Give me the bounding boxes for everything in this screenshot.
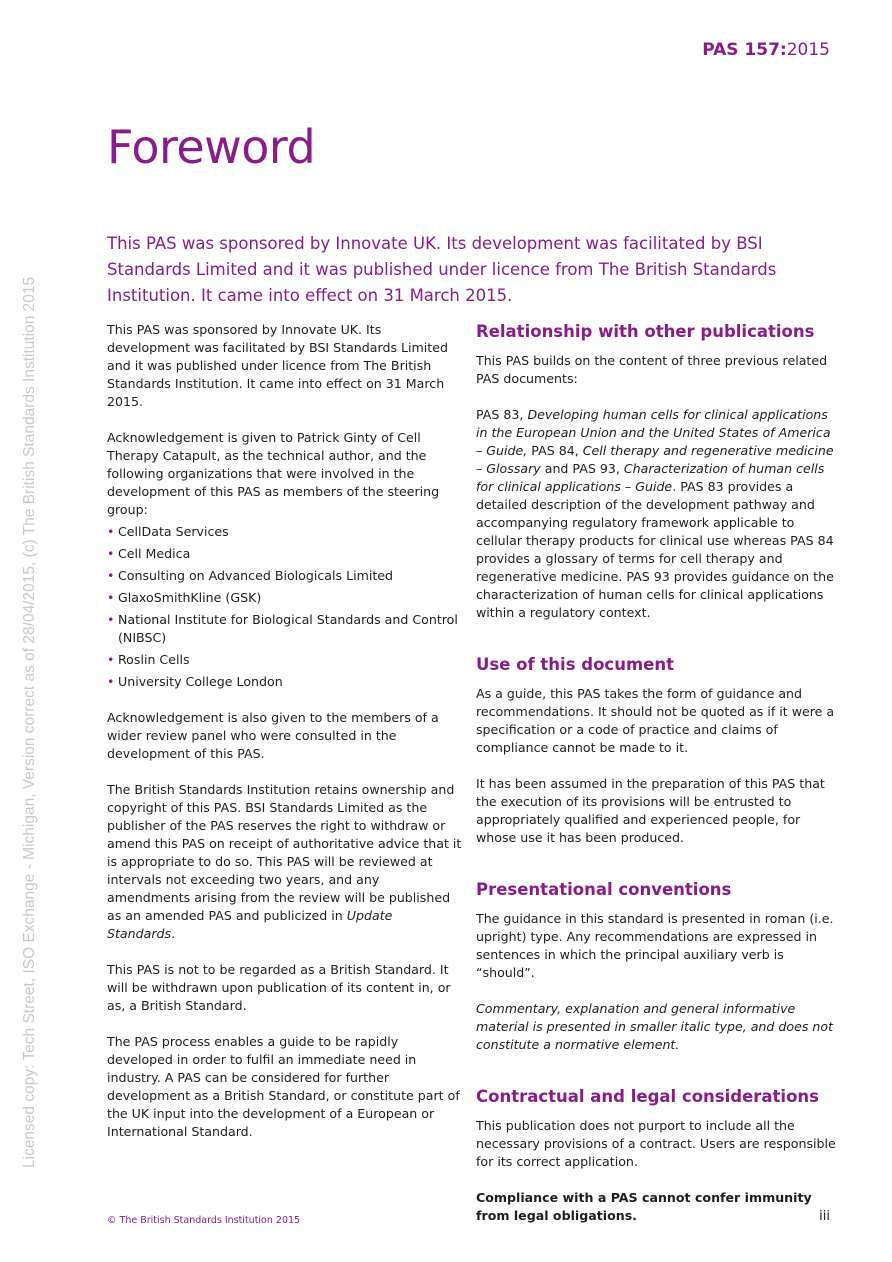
relationship-details: PAS 83, Developing human cells for clinical applications in the European Union and the United States of America – Guide, PAS 84, Cell therapy and regenerative medicine – Glossary and PAS 93, Characterization of human cells for clinical applications – Guide. PAS 83 provides a detailed description of the development pathway and accompanying regulatory framework applicable to cellular therapy products for clinical use whereas PAS 84 provides a glossary of terms for cell therapy and regenerative medicine. PAS 93 provides guidance on the characterization of human cells for clinical applications within a regulatory context.: [476, 407, 834, 620]
list-item: • GlaxoSmithKline (GSK): [107, 590, 262, 605]
contractual-paragraph-1: This publication does not purport to include all the necessary provisions of a contract. Users are responsible for its correct application.: [476, 1118, 836, 1169]
list-item: • Consulting on Advanced Biologicals Limited: [107, 568, 394, 583]
right-column: [476, 321, 836, 1243]
review-panel-paragraph: Acknowledgement is also given to the members of a wider review panel who were consulted in the development of this PAS.: [107, 710, 439, 761]
status-paragraph: This PAS is not to be regarded as a British Standard. It will be withdrawn upon publication of its content in, or as, a British Standard.: [107, 962, 451, 1013]
bullet-icon: •: [107, 590, 115, 605]
list-item: • Cell Medica: [107, 546, 191, 561]
contractual-paragraph-2: Compliance with a PAS cannot confer immunity from legal obligations.: [476, 1190, 812, 1223]
bullet-icon: •: [107, 546, 115, 561]
document-code-year: 2015: [786, 40, 830, 60]
sponsor-paragraph: This PAS was sponsored by Innovate UK. Its development was facilitated by BSI Standards Limited and it was published under licence from The British Standards Institution. It came into effect on 31 March 2015.: [107, 322, 448, 409]
bullet-icon: •: [107, 524, 115, 539]
conventions-paragraph-2: Commentary, explanation and general informative material is presented in smaller italic type, and does not constitute a normative element.: [476, 1001, 834, 1052]
use-paragraph-1: As a guide, this PAS takes the form of guidance and recommendations. It should not be quoted as if it were a specification or a code of practice and claims of compliance cannot be made to it.: [476, 686, 835, 755]
bullet-icon: •: [107, 568, 115, 583]
list-item: • University College London: [107, 674, 283, 689]
intro-paragraph: This PAS was sponsored by Innovate UK. Its development was facilitated by BSI Standards Limited and it was published under licence from The British Standards Institution. It came into effect on 31 March 2015.: [107, 234, 777, 305]
relationship-intro: This PAS builds on the content of three previous related PAS documents:: [476, 353, 828, 386]
acknowledgement-paragraph: Acknowledgement is given to Patrick Ginty of Cell Therapy Catapult, as the technical author, and the following organizations that were involved in the development of this PAS as members of the steering group:: [107, 430, 440, 517]
footer-copyright: © The British Standards Institution 2015: [107, 1215, 301, 1226]
list-item: • National Institute for Biological Standards and Control (NIBSC): [107, 612, 458, 645]
left-column: [107, 321, 462, 1159]
bullet-icon: •: [107, 612, 115, 627]
section-heading-relationship: Relationship with other publications: [476, 322, 815, 341]
page-number: iii: [819, 1209, 830, 1224]
list-item: • CellData Services: [107, 524, 229, 539]
steering-group-list: [107, 523, 462, 691]
conventions-paragraph-1: The guidance in this standard is presented in roman (i.e. upright) type. Any recommendations are expressed in sentences in which the principal auxiliary verb is “should”.: [476, 911, 834, 980]
section-heading-conventions: Presentational conventions: [476, 880, 732, 899]
section-heading-use: Use of this document: [476, 655, 674, 674]
ownership-paragraph: The British Standards Institution retains ownership and copyright of this PAS. BSI Standards Limited as the publisher of the PAS reserves the right to withdraw or amend this PAS on receipt of authoritative advice that it is appropriate to do so. This PAS will be reviewed at intervals not exceeding two years, and any amendments arising from the review will be published as an amended PAS and publicized in Update Standards.: [107, 782, 462, 941]
document-code-number: PAS 157:: [702, 40, 787, 60]
document-code: [702, 40, 830, 60]
list-item: • Roslin Cells: [107, 652, 190, 667]
license-watermark: Licensed copy: Tech Street, ISO Exchange - Michigan, Version correct as of 28/04/2015, (c) The British Standards Institution 2015: [21, 276, 38, 1168]
bullet-icon: •: [107, 674, 115, 689]
pas-process-paragraph: The PAS process enables a guide to be rapidly developed in order to fulfil an immediate need in industry. A PAS can be considered for further development as a British Standard, or constitute part of the UK input into the development of a European or International Standard.: [107, 1034, 460, 1139]
section-heading-contractual: Contractual and legal considerations: [476, 1087, 819, 1106]
page-title: Foreword: [107, 120, 316, 174]
bullet-icon: •: [107, 652, 115, 667]
use-paragraph-2: It has been assumed in the preparation of this PAS that the execution of its provisions will be entrusted to appropriately qualified and experienced people, for whose use it has been produced.: [476, 776, 825, 845]
update-standards-title: Update Standards: [107, 908, 393, 941]
